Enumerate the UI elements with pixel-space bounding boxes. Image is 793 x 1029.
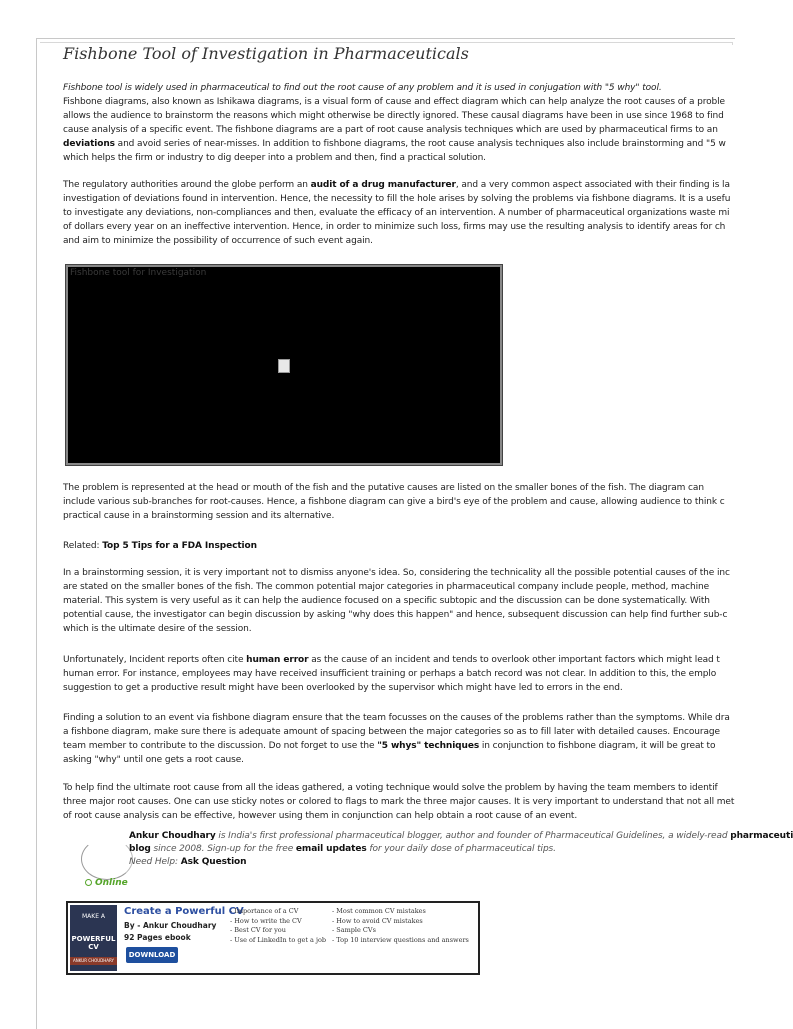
author-bio <box>129 830 793 869</box>
inline-link[interactable]: audit of a drug manufacturer <box>310 180 456 190</box>
text-segment: asking "why" until one gets a root cause. <box>63 755 244 765</box>
text-line <box>63 608 743 622</box>
related-line <box>63 539 257 553</box>
ad-feature-item: - How to write the CV <box>230 916 302 925</box>
inline-link[interactable]: blog <box>129 844 151 854</box>
text-line <box>63 725 743 739</box>
text-line <box>63 123 743 137</box>
inline-link[interactable]: email updates <box>295 844 367 854</box>
avatar <box>81 838 133 880</box>
text-line <box>63 711 743 725</box>
text-line <box>63 95 743 109</box>
text-segment: The problem is represented at the head or mouth of the fish and the putative causes are listed on the smaller bones of the fish. The diagram can <box>63 483 704 493</box>
article-title: Fishbone Tool of Investigation in Pharmaceuticals <box>63 44 469 63</box>
text-segment: which is the ultimate desire of the session. <box>63 624 252 634</box>
online-dot-icon <box>85 879 92 886</box>
text-line <box>63 137 743 151</box>
text-line <box>63 809 743 823</box>
ad-author: By - Ankur Choudhary <box>124 921 217 930</box>
text-line <box>63 622 743 636</box>
ad-feature-item: - Top 10 interview questions and answers <box>332 935 469 944</box>
inline-link[interactable]: Ask Question <box>180 857 247 867</box>
video-title: Fishbone tool for Investigation <box>70 268 207 278</box>
ad-features-col-1 <box>230 907 326 945</box>
video-embed[interactable] <box>66 265 502 465</box>
text-segment: include various sub-branches for root-causes. Hence, a fishbone diagram can give a bird's eye of the problem and cause, allowing audience to think c <box>63 497 725 507</box>
ebook-cover <box>70 905 117 971</box>
cv-ebook-ad[interactable] <box>66 901 480 975</box>
text-segment: three major root causes. One can use sticky notes or colored to flags to mark the three major causes. It is very important to understand that not all met <box>63 797 735 807</box>
inline-link[interactable]: human error <box>246 655 309 665</box>
text-segment: for your daily dose of pharmaceutical tips. <box>366 844 556 854</box>
text-line <box>63 192 743 206</box>
text-segment: a fishbone diagram, make sure there is adequate amount of spacing between the major categories so as to fill later with detailed causes. Encourage <box>63 727 720 737</box>
article-content <box>63 44 793 1028</box>
paragraph-1 <box>63 95 743 165</box>
paragraph-4 <box>63 566 743 636</box>
text-line <box>63 178 743 192</box>
inline-link[interactable]: Ankur Choudhary <box>129 831 216 841</box>
text-line <box>63 509 743 523</box>
text-line <box>63 234 743 248</box>
author-line-2 <box>129 843 739 856</box>
online-label: Online <box>95 878 128 888</box>
text-segment: and avoid series of near-misses. In addition to fishbone diagrams, the root cause analysis techniques also include brainstorming and "5 w <box>114 139 726 149</box>
paragraph-3 <box>63 481 743 523</box>
text-segment: Need Help: <box>129 857 181 867</box>
inline-link[interactable]: pharmaceuti <box>730 831 793 841</box>
inline-link[interactable]: deviations <box>63 139 115 149</box>
text-segment: , and a very common aspect associated with their finding is la <box>455 180 730 190</box>
online-status <box>85 878 128 888</box>
text-line <box>63 753 743 767</box>
text-segment: cause analysis of a specific event. The fishbone diagrams are a part of root cause analysis techniques which are used by pharmaceutical firms to an <box>63 125 718 135</box>
text-segment: investigation of deviations found in intervention. Hence, the necessity to fill the hole arises by solving the problems via fishbone diagrams. It is a usefu <box>63 194 731 204</box>
broken-image-icon <box>278 359 290 373</box>
text-line <box>63 566 743 580</box>
text-line <box>63 151 743 165</box>
author-line-3 <box>129 856 739 869</box>
text-segment: The regulatory authorities around the globe perform an <box>63 180 311 190</box>
ad-title[interactable]: Create a Powerful CV <box>124 906 244 917</box>
inline-link[interactable]: "5 whys" techniques <box>377 741 480 751</box>
text-line <box>63 739 743 753</box>
text-segment: to investigate any deviations, non-compliances and then, evaluate the efficacy of an intervention. A number of pharmaceutical organizations waste mi <box>63 208 730 218</box>
text-line <box>63 594 743 608</box>
text-line <box>63 667 743 681</box>
text-segment: team member to contribute to the discussion. Do not forget to use the <box>63 741 378 751</box>
text-segment: Finding a solution to an event via fishbone diagram ensure that the team focusses on the causes of the problems rather than the symptoms. While dra <box>63 713 730 723</box>
text-segment: In a brainstorming session, it is very important not to dismiss anyone's idea. So, considering the technicality all the possible potential causes of the inc <box>63 568 730 578</box>
ad-feature-item: - Sample CVs <box>332 926 376 934</box>
text-segment: Fishbone diagrams, also known as Ishikawa diagrams, is a visual form of cause and effect diagram which can help analyze the root causes of a proble <box>63 97 725 107</box>
related-link[interactable]: Top 5 Tips for a FDA Inspection <box>102 541 257 551</box>
text-line <box>63 795 743 809</box>
text-line <box>63 109 743 123</box>
text-line <box>63 220 743 234</box>
text-line <box>63 481 743 495</box>
ad-feature-item: - Most common CV mistakes <box>332 907 426 915</box>
paragraph-2 <box>63 178 743 248</box>
text-segment: Unfortunately, Incident reports often cite <box>63 655 247 665</box>
paragraph-7 <box>63 781 743 823</box>
ebook-cover-band <box>70 957 117 965</box>
related-label: Related: <box>63 541 103 551</box>
ad-feature-item: - Best CV for you <box>230 926 286 934</box>
author-box <box>63 830 793 890</box>
ebook-cover-title: POWERFUL CV <box>71 935 116 951</box>
text-segment: in conjunction to fishbone diagram, it will be great to <box>479 741 716 751</box>
text-segment: of root cause analysis can be effective, however using them in conjunction can help obtain a root cause of an event. <box>63 811 578 821</box>
text-line <box>63 653 743 667</box>
text-segment: human error. For instance, employees may have received insufficient training or perhaps a batch record was not clear. In addition to this, the emplo <box>63 669 717 679</box>
text-line <box>63 681 743 695</box>
text-segment: material. This system is very useful as it can help the audience focused on a specific subtopic and the discussion can be done systematically. With <box>63 596 710 606</box>
text-segment: as the cause of an incident and tends to overlook other important factors which might lead t <box>308 655 720 665</box>
text-line <box>63 206 743 220</box>
ebook-cover-author: ANKUR CHOUDHARY <box>73 958 114 963</box>
text-line <box>63 580 743 594</box>
text-segment: practical cause in a brainstorming session and its alternative. <box>63 511 335 521</box>
ad-feature-item: - Use of LinkedIn to get a job <box>230 935 327 944</box>
text-line <box>63 781 743 795</box>
ad-pages: 92 Pages ebook <box>124 933 191 942</box>
text-segment: are stated on the smaller bones of the fish. The common potential major categories in pharmaceutical company include people, method, machine <box>63 582 710 592</box>
text-segment: suggestion to get a productive result might have been overlooked by the supervisor which might have led to errors in the end. <box>63 683 623 693</box>
ad-features-col-2 <box>332 907 469 945</box>
download-button[interactable]: DOWNLOAD <box>126 947 178 963</box>
text-line <box>63 495 743 509</box>
ebook-cover-small: MAKE A <box>81 913 106 920</box>
text-segment: of dollars every year on an ineffective intervention. Hence, in order to minimize such loss, firms may use the resulting analysis to identify areas for ch <box>63 222 726 232</box>
ad-feature-item: - How to avoid CV mistakes <box>332 916 423 925</box>
text-segment: is India's first professional pharmaceutical blogger, author and founder of Pharmaceutical Guidelines, a widely-read <box>215 831 731 841</box>
text-segment: and aim to minimize the possibility of occurrence of such event again. <box>63 236 373 246</box>
paragraph-6 <box>63 711 743 767</box>
text-segment: To help find the ultimate root cause from all the ideas gathered, a voting technique would solve the problem by having the team members to identif <box>63 783 718 793</box>
text-segment: allows the audience to brainstorm the reasons which might otherwise be directly ignored. These causal diagrams have been in use since 1968 to find <box>63 111 724 121</box>
author-line-1 <box>129 830 793 843</box>
paragraph-5 <box>63 653 743 695</box>
text-segment: since 2008. Sign-up for the free <box>150 844 296 854</box>
ad-feature-item: - Importance of a CV <box>230 907 299 915</box>
text-segment: which helps the firm or industry to dig deeper into a problem and then, find a practical solution. <box>63 153 486 163</box>
text-segment: potential cause, the investigator can begin discussion by asking "why does this happen" and hence, subsequent discussion can help find further sub-c <box>63 610 728 620</box>
article-intro: Fishbone tool is widely used in pharmaceutical to find out the root cause of any problem and it is used in conjugation with "5 why" tool. <box>63 83 662 93</box>
